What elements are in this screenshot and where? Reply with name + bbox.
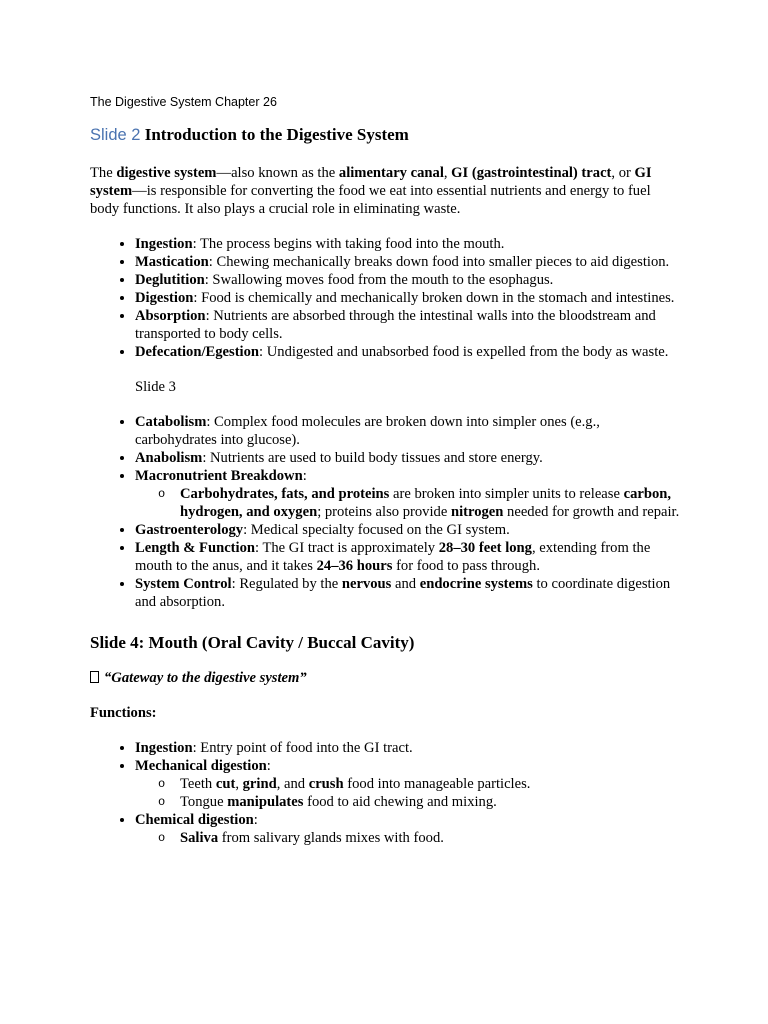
list-item [135, 467, 680, 521]
list-item [135, 413, 680, 449]
bold-run: 28–30 feet long [438, 540, 532, 556]
text-run: —is responsible for converting the food we eat into essential nutrients and energy to fuel body functions. It also plays a crucial role in eliminating waste. [90, 183, 651, 217]
text-run: : Regulated by the [231, 576, 342, 592]
text-run: , [235, 776, 243, 792]
term: Deglutition [135, 272, 205, 288]
bold-run: nervous [341, 576, 392, 592]
term: Gastroenterology [135, 522, 244, 538]
bold-run: cut [215, 776, 236, 792]
bold-run: crush [308, 776, 344, 792]
bold-run: Saliva [180, 830, 219, 846]
definition: : Medical specialty focused on the GI system. [243, 522, 510, 538]
bold-run: GI (gastrointestinal) tract [451, 165, 612, 181]
slide3-label: Slide 3 [135, 379, 176, 395]
term: Anabolism [135, 450, 203, 466]
definition: : [266, 758, 271, 774]
list-item [135, 449, 680, 467]
list-item [135, 307, 680, 343]
gateway-line [90, 669, 680, 687]
text-run: from salivary glands mixes with food. [218, 830, 444, 846]
definition: : [253, 812, 258, 828]
text-run: Teeth [180, 776, 216, 792]
macro-sublist [135, 485, 680, 521]
bold-run: alimentary canal [338, 165, 444, 181]
list-item [135, 575, 680, 611]
definition: : Chewing mechanically breaks down food into smaller pieces to aid digestion. [208, 254, 670, 270]
bold-run: GI system [90, 165, 652, 199]
bold-run: 24–36 hours [316, 558, 393, 574]
definition: : Complex food molecules are broken down into simpler ones (e.g., carbohydrates into glucose). [135, 414, 600, 448]
text-run: , or [611, 165, 635, 181]
bold-run: carbon, hydrogen, and oxygen [180, 486, 672, 520]
text-run: are broken into simpler units to release [389, 486, 624, 502]
term: Chemical digestion [135, 812, 254, 828]
definition: : The process begins with taking food into the mouth. [192, 236, 505, 252]
text-run: , extending from the mouth to the anus, and it takes [135, 540, 651, 574]
bold-run: nitrogen [450, 504, 504, 520]
sub-list-item [180, 485, 680, 521]
list-item [135, 343, 680, 361]
list-item [135, 253, 680, 271]
definition: : Food is chemically and mechanically broken down in the stomach and intestines. [193, 290, 675, 306]
gateway-text: “Gateway to the digestive system” [104, 670, 307, 686]
slide2-heading [90, 124, 680, 146]
term: Absorption [135, 308, 206, 324]
list-item [135, 811, 680, 847]
definition: : Nutrients are used to build body tissues and store energy. [202, 450, 543, 466]
text-run: , [443, 165, 452, 181]
mech-sublist [135, 775, 680, 811]
text-run: Tongue [180, 794, 228, 810]
definition: : Entry point of food into the GI tract. [192, 740, 413, 756]
term: Mastication [135, 254, 209, 270]
slide2-label: Slide 2 [90, 126, 141, 144]
bold-run: Length & Function [135, 540, 256, 556]
missing-glyph-icon [90, 671, 99, 683]
slide4-heading: Slide 4: Mouth (Oral Cavity / Buccal Cavity) [90, 633, 415, 652]
bold-run: digestive system [116, 165, 217, 181]
term: Catabolism [135, 414, 207, 430]
list-item [135, 739, 680, 757]
text-run: The [90, 165, 117, 181]
term: Mechanical digestion [135, 758, 267, 774]
text-run: : The GI tract is approximately [255, 540, 439, 556]
definition: : Swallowing moves food from the mouth to the esophagus. [204, 272, 554, 288]
functions-label: Functions: [90, 705, 157, 721]
slide4-functions-list [90, 739, 680, 847]
sub-list-item [180, 775, 680, 793]
slide2-process-list [90, 235, 680, 361]
sub-list-item [180, 829, 680, 847]
text-run: —also known as the [216, 165, 339, 181]
document-body [90, 94, 680, 847]
term: Digestion [135, 290, 194, 306]
slide2-intro [90, 164, 680, 218]
text-run: food to aid chewing and mixing. [303, 794, 497, 810]
list-item [135, 539, 680, 575]
text-run: and [391, 576, 420, 592]
list-item [135, 521, 680, 539]
list-item [135, 757, 680, 811]
text-run: ; proteins also provide [317, 504, 451, 520]
definition: : Undigested and unabsorbed food is expelled from the body as waste. [259, 344, 669, 360]
doc-title: The Digestive System Chapter 26 [90, 95, 277, 109]
list-item [135, 271, 680, 289]
bold-run: endocrine systems [419, 576, 533, 592]
sub-list-item [180, 793, 680, 811]
term: Ingestion [135, 236, 193, 252]
list-item [135, 289, 680, 307]
text-run: food into manageable particles. [343, 776, 531, 792]
slide2-title: Introduction to the Digestive System [144, 125, 409, 144]
bold-run: Carbohydrates, fats, and proteins [180, 486, 390, 502]
term: Macronutrient Breakdown [135, 468, 303, 484]
slide3-list [90, 413, 680, 611]
bold-run: manipulates [227, 794, 304, 810]
text-run: for food to pass through. [392, 558, 540, 574]
list-item [135, 235, 680, 253]
term: Ingestion [135, 740, 193, 756]
bold-run: System Control [135, 576, 232, 592]
definition: : [302, 468, 307, 484]
chem-sublist [135, 829, 680, 847]
bold-run: grind [242, 776, 277, 792]
term: Defecation/Egestion [135, 344, 260, 360]
definition: : Nutrients are absorbed through the intestinal walls into the bloodstream and transported to body cells. [135, 308, 656, 342]
text-run: to coordinate digestion and absorption. [135, 576, 671, 610]
text-run: needed for growth and repair. [503, 504, 680, 520]
text-run: , and [276, 776, 309, 792]
